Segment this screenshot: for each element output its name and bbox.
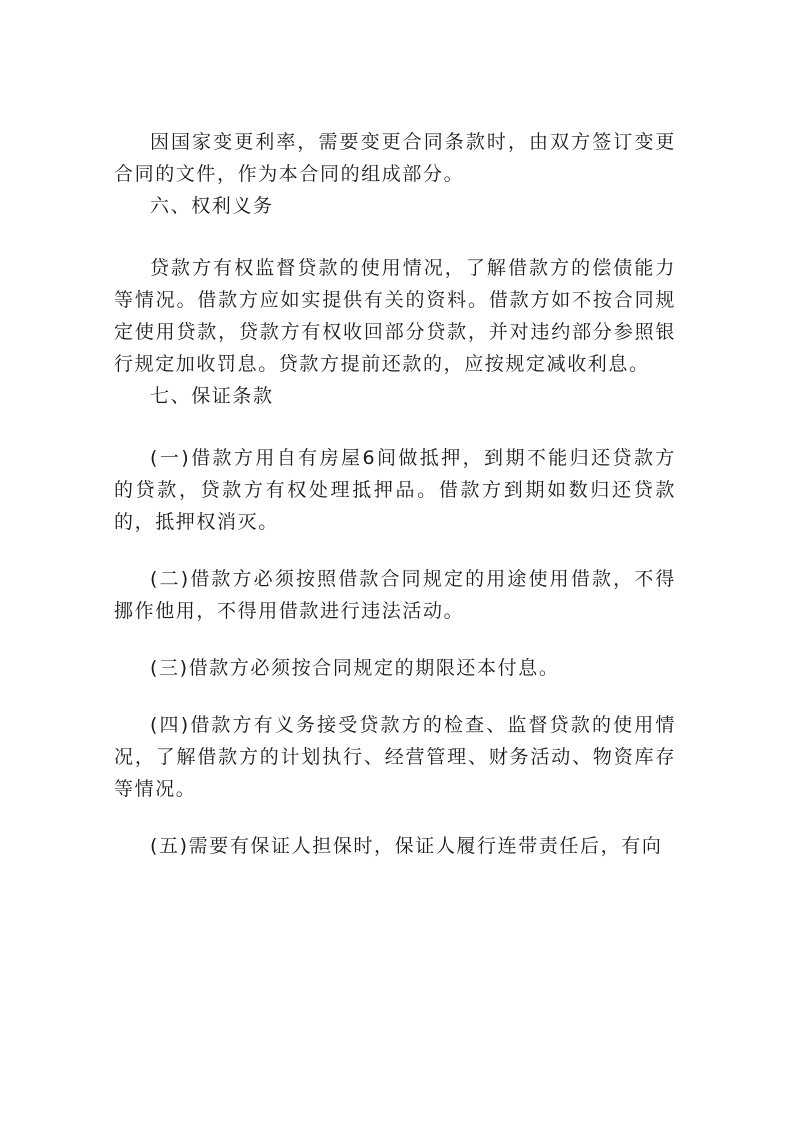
paragraph-rate-change: 因国家变更利率，需要变更合同条款时，由双方签订变更合同的文件，作为本合同的组成部分。: [114, 131, 676, 185]
paragraph-lender-rights: 贷款方有权监督贷款的使用情况，了解借款方的偿债能力等情况。借款方应如实提供有关的资料。借款方如不按合同规定使用贷款，贷款方有权收回部分贷款，并对违约部分参照银行规定加收罚息。贷款方提前还款的，应按规定减收利息。: [114, 257, 676, 375]
paragraph-guarantee-2: (二)借款方必须按照借款合同规定的用途使用借款，不得挪作他用，不得用借款进行违法活动。: [114, 568, 676, 622]
section-heading-guarantee-terms: 七、保证条款: [150, 385, 274, 407]
document-page: [114, 126, 676, 862]
section-heading-rights-obligations: 六、权利义务: [150, 195, 274, 217]
paragraph-guarantee-3: (三)借款方必须按合同规定的期限还本付息。: [150, 657, 560, 679]
paragraph-guarantee-1: (一)借款方用自有房屋6间做抵押，到期不能归还贷款方的贷款，贷款方有权处理抵押品。借款方到期如数归还贷款的，抵押权消灭。: [114, 447, 676, 533]
paragraph-guarantee-5: (五)需要有保证人担保时，保证人履行连带责任后，有向: [150, 835, 663, 857]
paragraph-guarantee-4: (四)借款方有义务接受贷款方的检查、监督贷款的使用情况，了解借款方的计划执行、经营管理、财务活动、物资库存等情况。: [114, 714, 676, 800]
